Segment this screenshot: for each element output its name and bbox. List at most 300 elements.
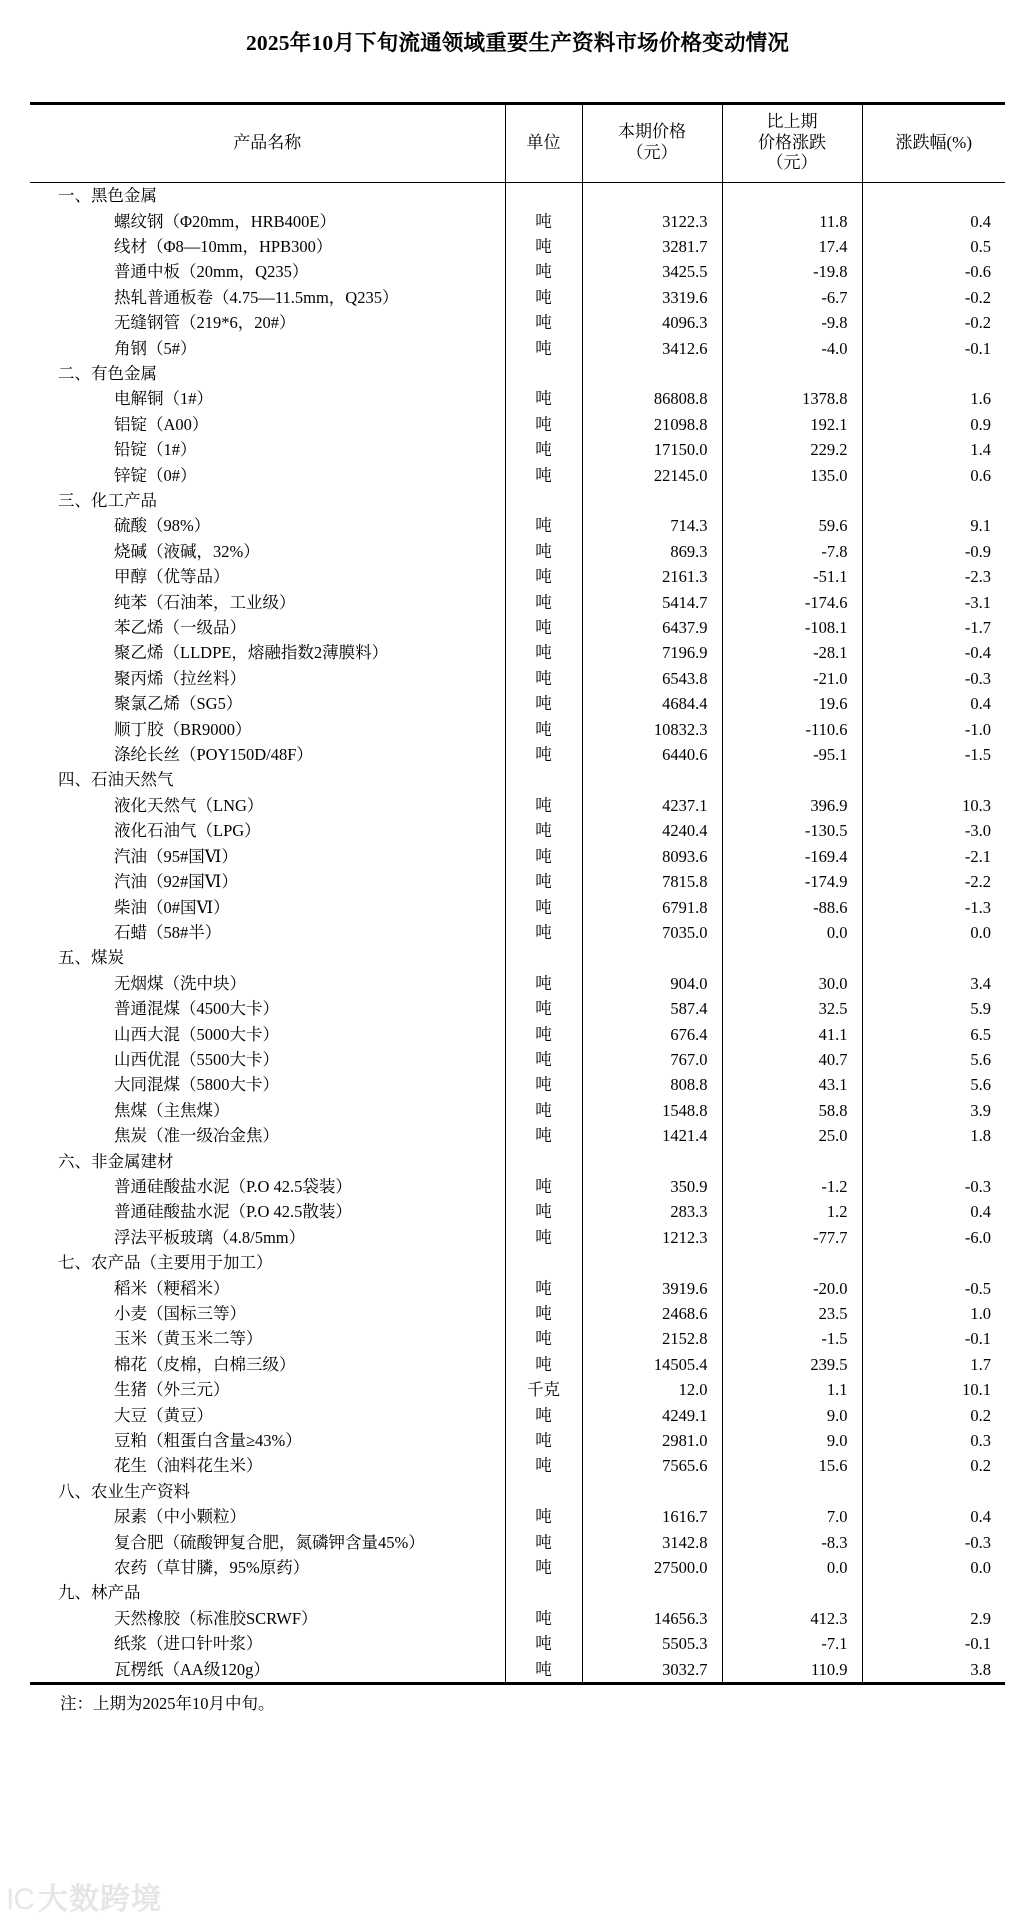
change-percent-cell: 1.4 bbox=[862, 437, 1005, 462]
unit-cell: 吨 bbox=[505, 564, 582, 589]
price-table-container bbox=[30, 58, 1005, 1682]
product-name-text: 硫酸（98%） bbox=[114, 516, 211, 536]
price-change-cell: 9.0 bbox=[722, 1403, 862, 1428]
unit-cell: 吨 bbox=[505, 1504, 582, 1529]
product-name-cell bbox=[30, 310, 505, 335]
section-empty-cell-unit bbox=[505, 767, 582, 792]
section-empty-cell-unit bbox=[505, 945, 582, 970]
change-percent-cell: 0.4 bbox=[862, 691, 1005, 716]
unit-cell: 吨 bbox=[505, 1631, 582, 1656]
price-change-cell: 229.2 bbox=[722, 437, 862, 462]
unit-cell: 吨 bbox=[505, 1047, 582, 1072]
change-percent-cell: -2.2 bbox=[862, 869, 1005, 894]
product-name-text: 电解铜（1#） bbox=[114, 389, 213, 409]
current-price-cell: 2161.3 bbox=[582, 564, 722, 589]
price-change-cell: 192.1 bbox=[722, 412, 862, 437]
current-price-cell: 17150.0 bbox=[582, 437, 722, 462]
table-section-row bbox=[30, 1149, 1005, 1174]
product-name-text: 浮法平板玻璃（4.8/5mm） bbox=[114, 1227, 306, 1247]
change-percent-cell: 3.9 bbox=[862, 1098, 1005, 1123]
product-name-cell bbox=[30, 793, 505, 818]
change-percent-cell: 3.4 bbox=[862, 971, 1005, 996]
product-name-text: 液化石油气（LPG） bbox=[114, 821, 261, 841]
table-section-row bbox=[30, 945, 1005, 970]
section-empty-cell-pct bbox=[862, 1580, 1005, 1605]
product-name-cell bbox=[30, 1377, 505, 1402]
price-change-cell: 110.9 bbox=[722, 1657, 862, 1682]
section-empty-cell-price bbox=[582, 1580, 722, 1605]
section-label bbox=[30, 767, 505, 792]
section-label-text: 二、有色金属 bbox=[58, 363, 157, 383]
product-name-cell bbox=[30, 1072, 505, 1097]
product-name-cell bbox=[30, 1504, 505, 1529]
unit-cell: 吨 bbox=[505, 1530, 582, 1555]
change-percent-cell: 10.3 bbox=[862, 793, 1005, 818]
section-empty-cell-price bbox=[582, 767, 722, 792]
unit-cell: 吨 bbox=[505, 1606, 582, 1631]
product-name-cell bbox=[30, 869, 505, 894]
product-name-text: 无烟煤（洗中块） bbox=[114, 973, 246, 993]
change-percent-cell: -0.9 bbox=[862, 539, 1005, 564]
unit-cell: 吨 bbox=[505, 691, 582, 716]
current-price-cell: 4237.1 bbox=[582, 793, 722, 818]
price-change-cell: 17.4 bbox=[722, 234, 862, 259]
table-section-row bbox=[30, 1479, 1005, 1504]
current-price-cell: 5414.7 bbox=[582, 590, 722, 615]
product-name-cell bbox=[30, 463, 505, 488]
table-row bbox=[30, 691, 1005, 716]
unit-cell: 吨 bbox=[505, 1301, 582, 1326]
product-name-text: 山西优混（5500大卡） bbox=[114, 1049, 279, 1069]
table-row bbox=[30, 793, 1005, 818]
product-name-text: 顺丁胶（BR9000） bbox=[114, 719, 252, 739]
current-price-cell: 10832.3 bbox=[582, 717, 722, 742]
price-change-cell: 32.5 bbox=[722, 996, 862, 1021]
section-label bbox=[30, 1250, 505, 1275]
product-name-text: 柴油（0#国Ⅵ） bbox=[114, 897, 230, 917]
price-change-cell: -88.6 bbox=[722, 895, 862, 920]
watermark-text: 大数跨境 bbox=[38, 1883, 162, 1916]
current-price-cell: 27500.0 bbox=[582, 1555, 722, 1580]
change-percent-cell: -0.4 bbox=[862, 640, 1005, 665]
price-change-cell: 0.0 bbox=[722, 1555, 862, 1580]
section-label bbox=[30, 1149, 505, 1174]
section-empty-cell-change bbox=[722, 945, 862, 970]
unit-cell: 吨 bbox=[505, 1352, 582, 1377]
table-row bbox=[30, 1428, 1005, 1453]
price-change-cell: -108.1 bbox=[722, 615, 862, 640]
product-name-text: 烧碱（液碱，32%） bbox=[114, 541, 260, 561]
change-percent-cell: -0.3 bbox=[862, 1530, 1005, 1555]
unit-cell: 吨 bbox=[505, 1072, 582, 1097]
table-section-row bbox=[30, 361, 1005, 386]
product-name-text: 山西大混（5000大卡） bbox=[114, 1024, 279, 1044]
price-change-line1: 比上期 bbox=[766, 111, 818, 131]
section-empty-cell-unit bbox=[505, 1149, 582, 1174]
product-name-cell bbox=[30, 1047, 505, 1072]
change-percent-cell: 0.0 bbox=[862, 1555, 1005, 1580]
price-change-cell: -51.1 bbox=[722, 564, 862, 589]
section-empty-cell-pct bbox=[862, 361, 1005, 386]
table-row bbox=[30, 1377, 1005, 1402]
product-name-cell bbox=[30, 895, 505, 920]
unit-cell: 千克 bbox=[505, 1377, 582, 1402]
product-name-text: 棉花（皮棉，白棉三级） bbox=[114, 1354, 296, 1374]
product-name-cell bbox=[30, 971, 505, 996]
product-name-text: 热轧普通板卷（4.75—11.5mm，Q235） bbox=[114, 287, 399, 307]
current-price-cell: 6440.6 bbox=[582, 742, 722, 767]
product-name-text: 农药（草甘膦，95%原药） bbox=[114, 1558, 310, 1578]
price-change-cell: 1.1 bbox=[722, 1377, 862, 1402]
product-name-text: 玉米（黄玉米二等） bbox=[114, 1329, 263, 1349]
unit-cell: 吨 bbox=[505, 844, 582, 869]
price-change-cell: 1378.8 bbox=[722, 386, 862, 411]
table-row bbox=[30, 666, 1005, 691]
section-empty-cell-change bbox=[722, 183, 862, 209]
price-change-cell: -1.5 bbox=[722, 1326, 862, 1351]
table-body bbox=[30, 183, 1005, 1682]
product-name-text: 普通硅酸盐水泥（P.O 42.5散装） bbox=[114, 1202, 352, 1222]
product-name-text: 聚丙烯（拉丝料） bbox=[114, 668, 246, 688]
section-empty-cell-price bbox=[582, 361, 722, 386]
current-price-cell: 350.9 bbox=[582, 1174, 722, 1199]
product-name-text: 甲醇（优等品） bbox=[114, 567, 230, 587]
section-empty-cell-pct bbox=[862, 183, 1005, 209]
unit-cell: 吨 bbox=[505, 895, 582, 920]
change-percent-cell: 0.2 bbox=[862, 1453, 1005, 1478]
price-change-cell: -4.0 bbox=[722, 336, 862, 361]
table-row bbox=[30, 336, 1005, 361]
price-table bbox=[30, 102, 1005, 1682]
table-row bbox=[30, 1631, 1005, 1656]
current-price-cell: 8093.6 bbox=[582, 844, 722, 869]
change-percent-cell: -0.2 bbox=[862, 285, 1005, 310]
price-change-line2: 价格涨跌 bbox=[758, 132, 826, 152]
product-name-cell bbox=[30, 920, 505, 945]
unit-cell: 吨 bbox=[505, 590, 582, 615]
product-name-text: 复合肥（硫酸钾复合肥，氮磷钾含量45%） bbox=[114, 1532, 425, 1552]
product-name-text: 瓦楞纸（AA级120g） bbox=[114, 1659, 270, 1679]
column-header-price-change bbox=[722, 103, 862, 182]
change-percent-cell: 3.8 bbox=[862, 1657, 1005, 1682]
unit-cell: 吨 bbox=[505, 1123, 582, 1148]
price-change-cell: -110.6 bbox=[722, 717, 862, 742]
section-empty-cell-unit bbox=[505, 183, 582, 209]
unit-cell: 吨 bbox=[505, 1326, 582, 1351]
current-price-cell: 4249.1 bbox=[582, 1403, 722, 1428]
unit-cell: 吨 bbox=[505, 666, 582, 691]
change-percent-cell: 0.4 bbox=[862, 1199, 1005, 1224]
product-name-text: 汽油（92#国Ⅵ） bbox=[114, 872, 238, 892]
change-percent-cell: -0.3 bbox=[862, 666, 1005, 691]
table-row bbox=[30, 1352, 1005, 1377]
table-row bbox=[30, 1123, 1005, 1148]
product-name-cell bbox=[30, 1403, 505, 1428]
unit-cell: 吨 bbox=[505, 1098, 582, 1123]
unit-cell: 吨 bbox=[505, 1199, 582, 1224]
section-label-text: 九、林产品 bbox=[58, 1583, 141, 1603]
product-name-cell bbox=[30, 1631, 505, 1656]
product-name-cell bbox=[30, 1326, 505, 1351]
price-change-cell: -20.0 bbox=[722, 1276, 862, 1301]
change-percent-cell: 5.6 bbox=[862, 1072, 1005, 1097]
section-empty-cell-pct bbox=[862, 767, 1005, 792]
price-change-cell: 11.8 bbox=[722, 209, 862, 234]
unit-cell: 吨 bbox=[505, 412, 582, 437]
product-name-cell bbox=[30, 285, 505, 310]
product-name-text: 苯乙烯（一级品） bbox=[114, 618, 246, 638]
table-row bbox=[30, 1504, 1005, 1529]
section-empty-cell-pct bbox=[862, 488, 1005, 513]
unit-cell: 吨 bbox=[505, 1657, 582, 1682]
current-price-cell: 6437.9 bbox=[582, 615, 722, 640]
product-name-text: 汽油（95#国Ⅵ） bbox=[114, 846, 238, 866]
watermark bbox=[6, 1877, 216, 1923]
price-change-cell: -130.5 bbox=[722, 818, 862, 843]
current-price-cell: 904.0 bbox=[582, 971, 722, 996]
current-price-cell: 2468.6 bbox=[582, 1301, 722, 1326]
change-percent-cell: 0.9 bbox=[862, 412, 1005, 437]
price-change-cell: 23.5 bbox=[722, 1301, 862, 1326]
change-percent-cell: -0.2 bbox=[862, 310, 1005, 335]
section-label-text: 八、农业生产资料 bbox=[58, 1481, 190, 1501]
section-empty-cell-price bbox=[582, 1250, 722, 1275]
watermark-logo-icon: IC bbox=[6, 1883, 34, 1916]
current-price-cell: 7196.9 bbox=[582, 640, 722, 665]
price-change-cell: -169.4 bbox=[722, 844, 862, 869]
change-percent-cell: -2.3 bbox=[862, 564, 1005, 589]
price-change-cell: 412.3 bbox=[722, 1606, 862, 1631]
change-percent-cell: -6.0 bbox=[862, 1225, 1005, 1250]
price-change-cell: 30.0 bbox=[722, 971, 862, 996]
unit-cell: 吨 bbox=[505, 386, 582, 411]
table-row bbox=[30, 234, 1005, 259]
product-name-text: 涤纶长丝（POY150D/48F） bbox=[114, 745, 313, 765]
unit-cell: 吨 bbox=[505, 209, 582, 234]
table-row bbox=[30, 1657, 1005, 1682]
product-name-text: 无缝钢管（219*6，20#） bbox=[114, 313, 296, 333]
change-percent-cell: 0.3 bbox=[862, 1428, 1005, 1453]
change-percent-cell: -2.1 bbox=[862, 844, 1005, 869]
change-percent-cell: -0.1 bbox=[862, 1326, 1005, 1351]
table-section-row bbox=[30, 183, 1005, 209]
unit-cell: 吨 bbox=[505, 1555, 582, 1580]
price-change-line3: （元） bbox=[766, 153, 818, 173]
change-percent-cell: 2.9 bbox=[862, 1606, 1005, 1631]
product-name-cell bbox=[30, 717, 505, 742]
table-row bbox=[30, 209, 1005, 234]
current-price-cell: 767.0 bbox=[582, 1047, 722, 1072]
product-name-cell bbox=[30, 1123, 505, 1148]
product-name-text: 螺纹钢（Φ20mm，HRB400E） bbox=[114, 211, 336, 231]
change-percent-cell: -0.6 bbox=[862, 259, 1005, 284]
product-name-cell bbox=[30, 1225, 505, 1250]
current-price-cell: 3142.8 bbox=[582, 1530, 722, 1555]
section-label bbox=[30, 1479, 505, 1504]
unit-cell: 吨 bbox=[505, 742, 582, 767]
current-price-cell: 3122.3 bbox=[582, 209, 722, 234]
table-row bbox=[30, 818, 1005, 843]
product-name-cell bbox=[30, 615, 505, 640]
table-row bbox=[30, 1453, 1005, 1478]
current-price-cell: 1548.8 bbox=[582, 1098, 722, 1123]
unit-cell: 吨 bbox=[505, 539, 582, 564]
unit-cell: 吨 bbox=[505, 869, 582, 894]
unit-cell: 吨 bbox=[505, 259, 582, 284]
price-change-cell: -7.1 bbox=[722, 1631, 862, 1656]
product-name-cell bbox=[30, 1428, 505, 1453]
current-price-cell: 714.3 bbox=[582, 513, 722, 538]
section-label-text: 五、煤炭 bbox=[58, 948, 124, 968]
product-name-text: 纸浆（进口针叶浆） bbox=[114, 1634, 263, 1654]
product-name-cell bbox=[30, 386, 505, 411]
price-change-cell: -95.1 bbox=[722, 742, 862, 767]
product-name-text: 大豆（黄豆） bbox=[114, 1405, 213, 1425]
current-price-line2: （元） bbox=[626, 143, 678, 163]
table-row bbox=[30, 717, 1005, 742]
unit-cell: 吨 bbox=[505, 818, 582, 843]
change-percent-cell: 0.6 bbox=[862, 463, 1005, 488]
current-price-cell: 14656.3 bbox=[582, 1606, 722, 1631]
product-name-cell bbox=[30, 844, 505, 869]
section-empty-cell-unit bbox=[505, 488, 582, 513]
change-percent-cell: -0.5 bbox=[862, 1276, 1005, 1301]
price-change-cell: 59.6 bbox=[722, 513, 862, 538]
unit-cell: 吨 bbox=[505, 615, 582, 640]
current-price-cell: 6543.8 bbox=[582, 666, 722, 691]
section-empty-cell-unit bbox=[505, 1580, 582, 1605]
unit-cell: 吨 bbox=[505, 437, 582, 462]
price-change-cell: 25.0 bbox=[722, 1123, 862, 1148]
table-row bbox=[30, 1022, 1005, 1047]
change-percent-cell: 0.4 bbox=[862, 1504, 1005, 1529]
product-name-text: 液化天然气（LNG） bbox=[114, 795, 264, 815]
product-name-cell bbox=[30, 1657, 505, 1682]
table-row bbox=[30, 1403, 1005, 1428]
change-percent-cell: -1.5 bbox=[862, 742, 1005, 767]
table-row bbox=[30, 1225, 1005, 1250]
product-name-cell bbox=[30, 1174, 505, 1199]
change-percent-cell: -1.3 bbox=[862, 895, 1005, 920]
product-name-text: 线材（Φ8—10mm，HPB300） bbox=[114, 236, 333, 256]
table-row bbox=[30, 996, 1005, 1021]
product-name-cell bbox=[30, 1352, 505, 1377]
current-price-cell: 2152.8 bbox=[582, 1326, 722, 1351]
section-empty-cell-change bbox=[722, 1479, 862, 1504]
product-name-text: 稻米（粳稻米） bbox=[114, 1278, 230, 1298]
price-change-cell: 9.0 bbox=[722, 1428, 862, 1453]
table-row bbox=[30, 1047, 1005, 1072]
price-change-cell: -174.9 bbox=[722, 869, 862, 894]
section-empty-cell-pct bbox=[862, 945, 1005, 970]
table-row bbox=[30, 1276, 1005, 1301]
section-empty-cell-price bbox=[582, 488, 722, 513]
current-price-cell: 4096.3 bbox=[582, 310, 722, 335]
price-change-cell: -8.3 bbox=[722, 1530, 862, 1555]
change-percent-cell: 0.2 bbox=[862, 1403, 1005, 1428]
table-row bbox=[30, 412, 1005, 437]
change-percent-cell: 0.5 bbox=[862, 234, 1005, 259]
table-row bbox=[30, 285, 1005, 310]
unit-cell: 吨 bbox=[505, 513, 582, 538]
change-percent-cell: -3.0 bbox=[862, 818, 1005, 843]
price-change-cell: -7.8 bbox=[722, 539, 862, 564]
table-row bbox=[30, 971, 1005, 996]
product-name-text: 铅锭（1#） bbox=[114, 440, 197, 460]
product-name-text: 普通混煤（4500大卡） bbox=[114, 999, 279, 1019]
product-name-cell bbox=[30, 1199, 505, 1224]
product-name-text: 铝锭（A00） bbox=[114, 414, 209, 434]
current-price-cell: 2981.0 bbox=[582, 1428, 722, 1453]
current-price-cell: 3919.6 bbox=[582, 1276, 722, 1301]
price-change-cell: -1.2 bbox=[722, 1174, 862, 1199]
product-name-cell bbox=[30, 234, 505, 259]
section-label bbox=[30, 183, 505, 209]
price-change-cell: 396.9 bbox=[722, 793, 862, 818]
footer-note: 注：上期为2025年10月中旬。 bbox=[60, 1694, 275, 1714]
table-row bbox=[30, 1606, 1005, 1631]
unit-cell: 吨 bbox=[505, 1022, 582, 1047]
column-header-product-name: 产品名称 bbox=[30, 103, 505, 182]
table-row bbox=[30, 386, 1005, 411]
table-row bbox=[30, 640, 1005, 665]
product-name-text: 锌锭（0#） bbox=[114, 465, 197, 485]
change-percent-cell: 9.1 bbox=[862, 513, 1005, 538]
product-name-text: 焦煤（主焦煤） bbox=[114, 1100, 230, 1120]
section-label bbox=[30, 1580, 505, 1605]
price-change-cell: 0.0 bbox=[722, 920, 862, 945]
product-name-text: 大同混煤（5800大卡） bbox=[114, 1075, 279, 1095]
table-row bbox=[30, 1098, 1005, 1123]
section-empty-cell-price bbox=[582, 1479, 722, 1504]
table-row bbox=[30, 564, 1005, 589]
unit-cell: 吨 bbox=[505, 285, 582, 310]
section-empty-cell-unit bbox=[505, 361, 582, 386]
section-empty-cell-change bbox=[722, 1580, 862, 1605]
unit-cell: 吨 bbox=[505, 1428, 582, 1453]
product-name-cell bbox=[30, 209, 505, 234]
section-empty-cell-unit bbox=[505, 1479, 582, 1504]
unit-cell: 吨 bbox=[505, 310, 582, 335]
section-empty-cell-unit bbox=[505, 1250, 582, 1275]
product-name-cell bbox=[30, 513, 505, 538]
unit-cell: 吨 bbox=[505, 1453, 582, 1478]
product-name-cell bbox=[30, 1276, 505, 1301]
change-percent-cell: -0.1 bbox=[862, 1631, 1005, 1656]
section-empty-cell-price bbox=[582, 1149, 722, 1174]
price-change-cell: -6.7 bbox=[722, 285, 862, 310]
table-row bbox=[30, 1199, 1005, 1224]
product-name-text: 普通硅酸盐水泥（P.O 42.5袋装） bbox=[114, 1176, 352, 1196]
current-price-cell: 3032.7 bbox=[582, 1657, 722, 1682]
header-row bbox=[30, 103, 1005, 182]
section-empty-cell-price bbox=[582, 183, 722, 209]
product-name-cell bbox=[30, 437, 505, 462]
current-price-cell: 808.8 bbox=[582, 1072, 722, 1097]
product-name-cell bbox=[30, 666, 505, 691]
current-price-cell: 1212.3 bbox=[582, 1225, 722, 1250]
unit-cell: 吨 bbox=[505, 920, 582, 945]
table-row bbox=[30, 844, 1005, 869]
table-section-row bbox=[30, 1580, 1005, 1605]
product-name-text: 花生（油料花生米） bbox=[114, 1456, 263, 1476]
table-row bbox=[30, 539, 1005, 564]
section-label-text: 七、农产品（主要用于加工） bbox=[58, 1253, 273, 1273]
current-price-cell: 7565.6 bbox=[582, 1453, 722, 1478]
change-percent-cell: 1.6 bbox=[862, 386, 1005, 411]
unit-cell: 吨 bbox=[505, 234, 582, 259]
unit-cell: 吨 bbox=[505, 463, 582, 488]
